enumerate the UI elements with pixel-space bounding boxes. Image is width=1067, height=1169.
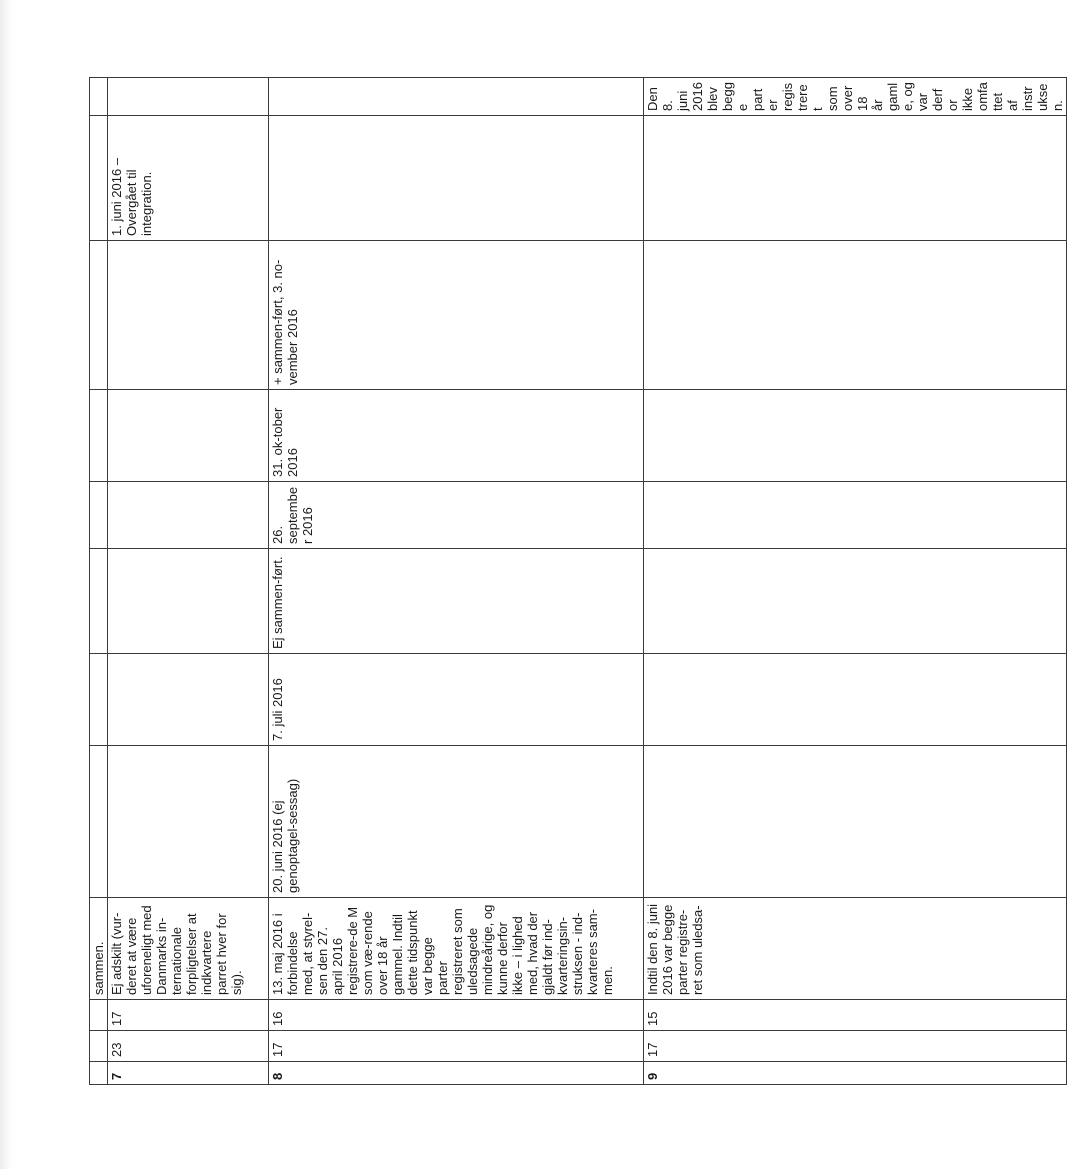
table-cell [90,482,108,549]
table-cell [90,1000,108,1031]
table-cell [90,390,108,482]
table-cell [644,390,1067,482]
table-cell [90,78,108,116]
table-cell: Den 8. juni 2016 blev begge parter registreret som over 18 år gamle, og var derfor ikke omfattet af instruksen. [644,78,1067,116]
table-cell [90,116,108,241]
table-cell [644,549,1067,654]
table-cell [644,116,1067,241]
table-cell: 13. maj 2016 i forbindelse med, at styrel-sen den 27. april 2016 registrere-de M som væ-rende over 18 år gammel. Indtil dette tidspunkt var begge parter registreret som uledsagede mindreårige, og kunne derfor ikke – i lighed med, hvad der gjaldt før ind-kvarteringsin-struksen - ind-kvarteres sam-men. [269,898,644,1000]
table-cell [644,654,1067,746]
table-cell: 17 [269,1031,644,1062]
table-cell: 17 [108,1000,269,1031]
table-cell [108,241,269,390]
table-cell: 20. juni 2016 (ej genoptagel-sessag) [269,746,644,898]
table-cell [108,78,269,116]
table-cell [269,116,644,241]
table-row [90,78,108,1085]
rotated-table-page [89,78,1065,1085]
table-cell [90,1031,108,1062]
table-cell: Indtil den 8. juni 2016 var begge parter registre-ret som uledsa- [644,898,1067,1000]
row-number-cell [90,1062,108,1085]
table-cell: + sammen-ført, 3. no-vember 2016 [269,241,644,390]
table-cell [108,390,269,482]
table-cell [90,654,108,746]
table-cell: 23 [108,1031,269,1062]
row-number-cell: 9 [644,1062,1067,1085]
table-cell [90,549,108,654]
table-cell: Ej adskilt (vur-deret at være uforeneligt med Danmarks in-ternationale forpligtelser at indkvartere parret hver for sig). [108,898,269,1000]
row-number-cell: 7 [108,1062,269,1085]
table-row [269,78,644,1085]
table-cell [644,241,1067,390]
table-row [644,78,1067,1085]
table-cell [108,746,269,898]
table-cell [644,746,1067,898]
row-number-cell: 8 [269,1062,644,1085]
table-cell [90,241,108,390]
table-cell: 26. september 2016 [269,482,644,549]
table-cell [108,482,269,549]
table-cell: 7. juli 2016 [269,654,644,746]
table-cell [108,654,269,746]
table-row [108,78,269,1085]
table-cell: 16 [269,1000,644,1031]
table-cell [644,482,1067,549]
table-cell [269,78,644,116]
table-cell: 31. ok-tober 2016 [269,390,644,482]
table-cell: sammen. [90,898,108,1000]
case-table [89,77,1067,1085]
table-cell [108,549,269,654]
table-cell: 1. juni 2016 – Overgået til integration. [108,116,269,241]
scan-edge-shadow [0,0,12,1169]
table-cell [90,746,108,898]
table-cell: 15 [644,1000,1067,1031]
table-cell: Ej sammen-ført. [269,549,644,654]
table-cell: 17 [644,1031,1067,1062]
